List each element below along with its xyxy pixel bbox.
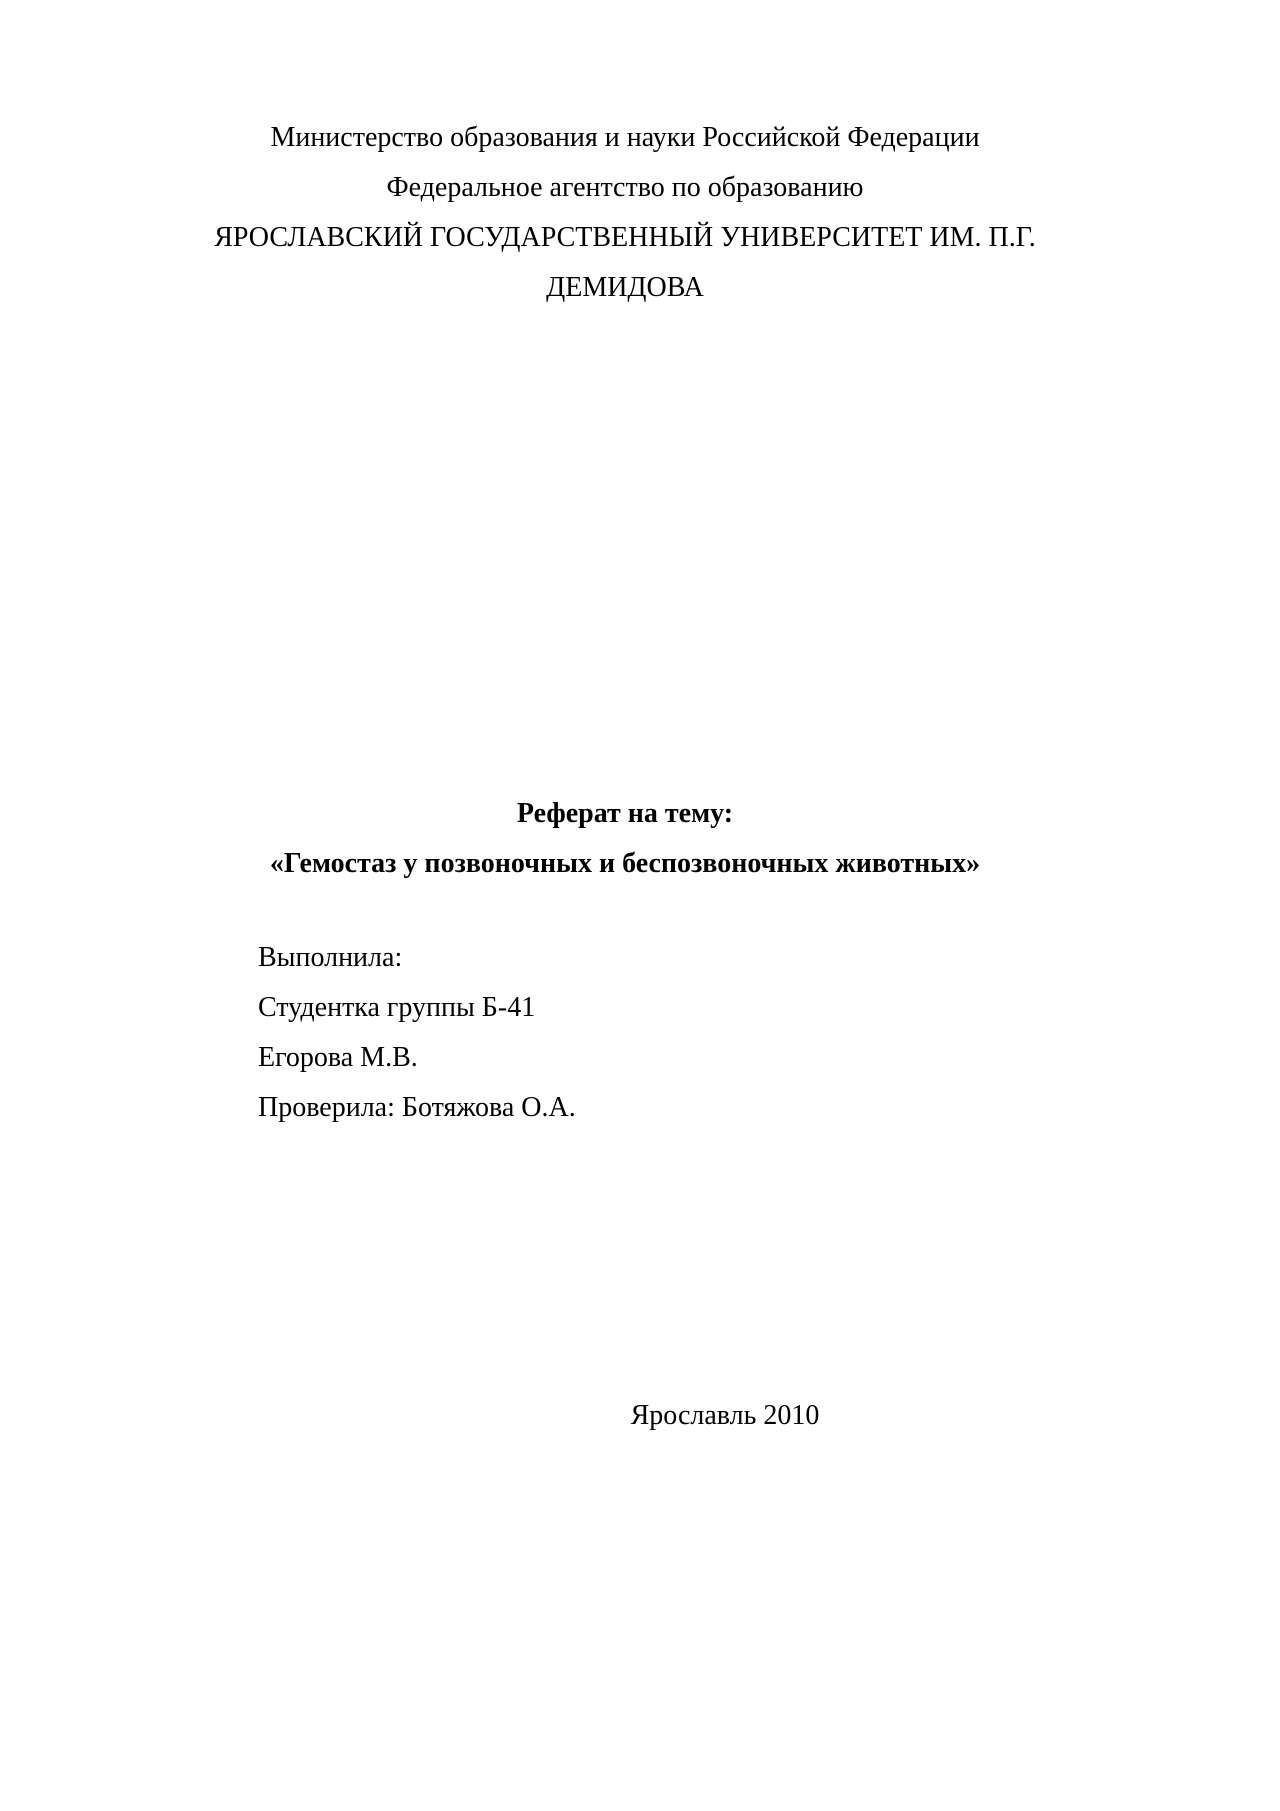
- university-line-2: ДЕМИДОВА: [546, 272, 704, 303]
- performed-label: Выполнила:: [258, 942, 403, 973]
- university-line-1: ЯРОСЛАВСКИЙ ГОСУДАРСТВЕННЫЙ УНИВЕРСИТЕТ ИМ. П.Г.: [214, 222, 1036, 253]
- agency-line: Федеральное агентство по образованию: [386, 172, 864, 203]
- ministry-line: Министерство образования и науки Российской Федерации: [270, 122, 980, 153]
- city-year: Ярославль 2010: [630, 1400, 820, 1431]
- checked-by: Проверила: Ботяжова О.А.: [258, 1092, 576, 1123]
- student-group: Студентка группы Б-41: [258, 992, 536, 1023]
- essay-topic: «Гемостаз у позвоночных и беспозвоночных животных»: [269, 848, 981, 879]
- student-name: Егорова М.В.: [258, 1042, 418, 1073]
- essay-label: Реферат на тему:: [516, 798, 734, 829]
